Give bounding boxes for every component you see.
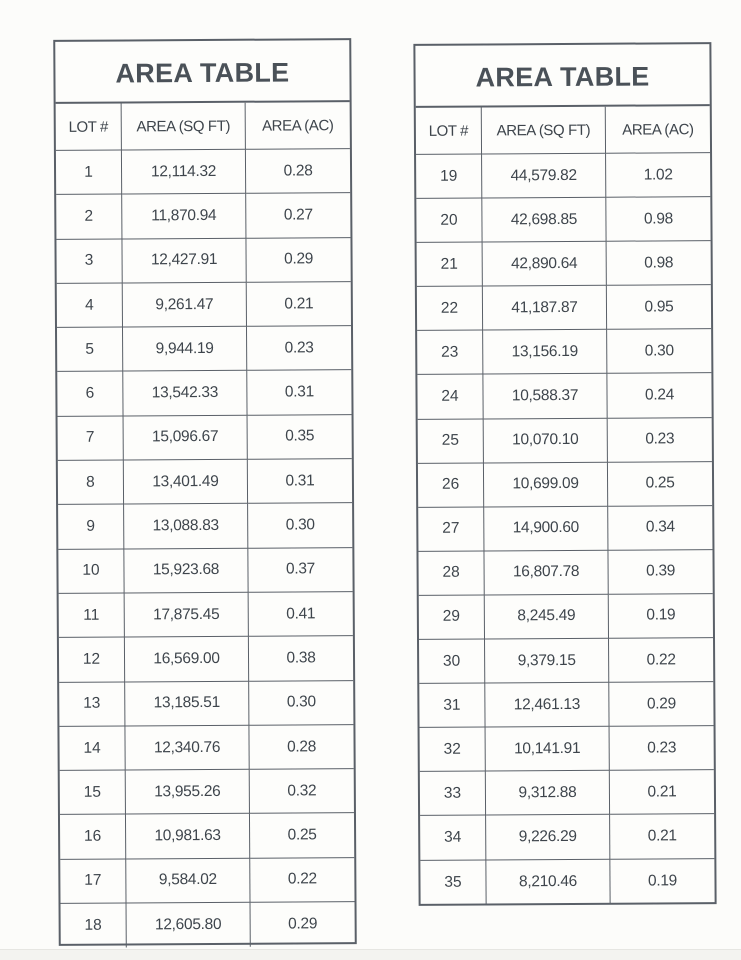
area-sqft-cell: 13,185.51 (125, 681, 249, 726)
area-sqft-cell: 9,312.88 (486, 771, 610, 816)
area-ac-cell: 0.21 (610, 770, 714, 815)
area-sqft-cell: 44,579.82 (482, 154, 606, 199)
area-sqft-cell: 14,900.60 (484, 506, 608, 551)
lot-number-cell: 9 (58, 505, 124, 550)
lot-number-cell: 8 (58, 461, 124, 506)
lot-number-cell: 19 (416, 155, 482, 199)
area-sqft-cell: 12,605.80 (127, 903, 251, 948)
area-sqft-cell: 10,588.37 (483, 374, 607, 419)
lot-number-cell: 30 (419, 640, 485, 684)
lot-number-cell: 26 (418, 463, 484, 507)
column-header-area-ac: AREA (AC) (606, 106, 710, 154)
area-ac-cell: 0.23 (608, 418, 712, 463)
lot-number-cell: 10 (58, 549, 124, 594)
area-sqft-cell: 12,340.76 (125, 726, 249, 771)
area-ac-cell: 0.25 (608, 462, 712, 507)
area-ac-cell: 0.23 (247, 326, 351, 371)
area-sqft-cell: 9,584.02 (126, 858, 250, 903)
area-sqft-cell: 12,114.32 (122, 150, 246, 195)
area-ac-cell: 0.39 (608, 550, 712, 595)
lot-number-cell: 3 (56, 239, 122, 284)
lot-number-cell: 33 (420, 772, 486, 816)
column-header-lot: LOT # (56, 104, 122, 151)
area-ac-cell: 0.21 (247, 282, 351, 327)
area-sqft-cell: 16,807.78 (484, 551, 608, 596)
lot-number-cell: 21 (417, 243, 483, 287)
lot-number-cell: 28 (418, 551, 484, 595)
area-ac-cell: 0.28 (246, 149, 350, 194)
column-header-area-sqft: AREA (SQ FT) (122, 103, 246, 151)
area-ac-cell: 0.32 (250, 769, 354, 814)
area-sqft-cell: 13,955.26 (126, 770, 250, 815)
column-header-area-sqft: AREA (SQ FT) (482, 107, 606, 155)
area-sqft-cell: 15,923.68 (124, 548, 248, 593)
area-ac-cell: 0.35 (248, 415, 352, 460)
area-sqft-cell: 41,187.87 (483, 286, 607, 331)
lot-number-cell: 32 (420, 728, 486, 772)
area-ac-cell: 0.28 (249, 725, 353, 770)
lot-number-cell: 13 (59, 682, 125, 727)
area-ac-cell: 0.29 (246, 238, 350, 283)
area-sqft-cell: 8,210.46 (486, 859, 610, 904)
area-ac-cell: 0.22 (609, 638, 713, 683)
area-sqft-cell: 10,699.09 (484, 462, 608, 507)
area-ac-cell: 0.22 (250, 858, 354, 903)
area-ac-cell: 0.38 (249, 636, 353, 681)
lot-number-cell: 15 (60, 771, 126, 816)
area-sqft-cell: 15,096.67 (124, 416, 248, 461)
area-sqft-cell: 11,870.94 (122, 194, 246, 239)
table-body (416, 153, 715, 904)
area-ac-cell: 0.41 (249, 592, 353, 637)
area-sqft-cell: 13,542.33 (123, 371, 247, 416)
area-ac-cell: 0.31 (247, 371, 351, 416)
area-sqft-cell: 9,261.47 (123, 283, 247, 328)
lot-number-cell: 12 (59, 638, 125, 683)
lot-number-cell: 4 (57, 283, 123, 328)
lot-number-cell: 29 (419, 595, 485, 639)
area-sqft-cell: 17,875.45 (125, 593, 249, 638)
area-ac-cell: 0.31 (248, 459, 352, 504)
area-ac-cell: 0.37 (248, 548, 352, 593)
area-sqft-cell: 10,070.10 (484, 418, 608, 463)
lot-number-cell: 18 (61, 904, 127, 949)
area-ac-cell: 0.30 (248, 503, 352, 548)
area-sqft-cell: 13,156.19 (483, 330, 607, 375)
area-sqft-cell: 9,944.19 (123, 327, 247, 372)
area-sqft-cell: 13,088.83 (124, 504, 248, 549)
lot-number-cell: 5 (57, 328, 123, 373)
area-sqft-cell: 9,226.29 (486, 815, 610, 860)
lot-number-cell: 22 (417, 287, 483, 331)
lot-number-cell: 16 (60, 815, 126, 860)
area-ac-cell: 0.27 (246, 193, 350, 238)
table-grid (56, 102, 350, 151)
lot-number-cell: 35 (420, 860, 486, 904)
area-sqft-cell: 16,569.00 (125, 637, 249, 682)
lot-number-cell: 11 (59, 593, 125, 638)
area-ac-cell: 0.30 (249, 681, 353, 726)
lot-number-cell: 31 (419, 684, 485, 728)
lot-number-cell: 23 (417, 331, 483, 375)
lot-number-cell: 20 (416, 199, 482, 243)
area-ac-cell: 1.02 (606, 153, 710, 198)
area-sqft-cell: 10,141.91 (486, 727, 610, 772)
area-ac-cell: 0.98 (607, 241, 711, 286)
area-ac-cell: 0.30 (607, 329, 711, 374)
area-ac-cell: 0.24 (607, 374, 711, 419)
area-ac-cell: 0.98 (606, 197, 710, 242)
lot-number-cell: 27 (418, 507, 484, 551)
lot-number-cell: 34 (420, 816, 486, 860)
lot-number-cell: 25 (418, 419, 484, 463)
table-title: AREA TABLE (415, 44, 709, 108)
table-title: AREA TABLE (55, 40, 349, 104)
area-ac-cell: 0.19 (609, 594, 713, 639)
column-header-lot: LOT # (416, 108, 482, 155)
area-sqft-cell: 42,890.64 (483, 242, 607, 287)
area-ac-cell: 0.21 (610, 815, 714, 860)
lot-number-cell: 7 (58, 416, 124, 461)
lot-number-cell: 17 (60, 859, 126, 904)
table-grid (416, 106, 710, 155)
table-body (56, 149, 355, 948)
area-ac-cell: 0.95 (607, 285, 711, 330)
area-sqft-cell: 12,427.91 (122, 238, 246, 283)
lot-number-cell: 1 (56, 151, 122, 196)
lot-number-cell: 24 (417, 375, 483, 419)
lot-number-cell: 6 (57, 372, 123, 417)
area-table-lots-1-18 (53, 38, 357, 946)
page-bottom-edge (0, 949, 741, 960)
area-ac-cell: 0.34 (608, 506, 712, 551)
area-ac-cell: 0.23 (610, 726, 714, 771)
lot-number-cell: 2 (56, 195, 122, 240)
area-ac-cell: 0.25 (250, 814, 354, 859)
area-ac-cell: 0.29 (288, 915, 318, 933)
lot-number-cell: 14 (59, 726, 125, 771)
column-header-area-ac: AREA (AC) (246, 102, 350, 150)
area-sqft-cell: 42,698.85 (482, 198, 606, 243)
area-sqft-cell: 8,245.49 (485, 595, 609, 640)
area-sqft-cell: 9,379.15 (485, 639, 609, 684)
area-ac-cell: 0.29 (609, 682, 713, 727)
area-table-lots-19-35 (413, 42, 716, 906)
area-sqft-cell: 13,401.49 (124, 460, 248, 505)
area-ac-cell: 0.19 (647, 871, 678, 890)
area-sqft-cell: 12,461.13 (485, 683, 609, 728)
area-sqft-cell: 10,981.63 (126, 814, 250, 859)
